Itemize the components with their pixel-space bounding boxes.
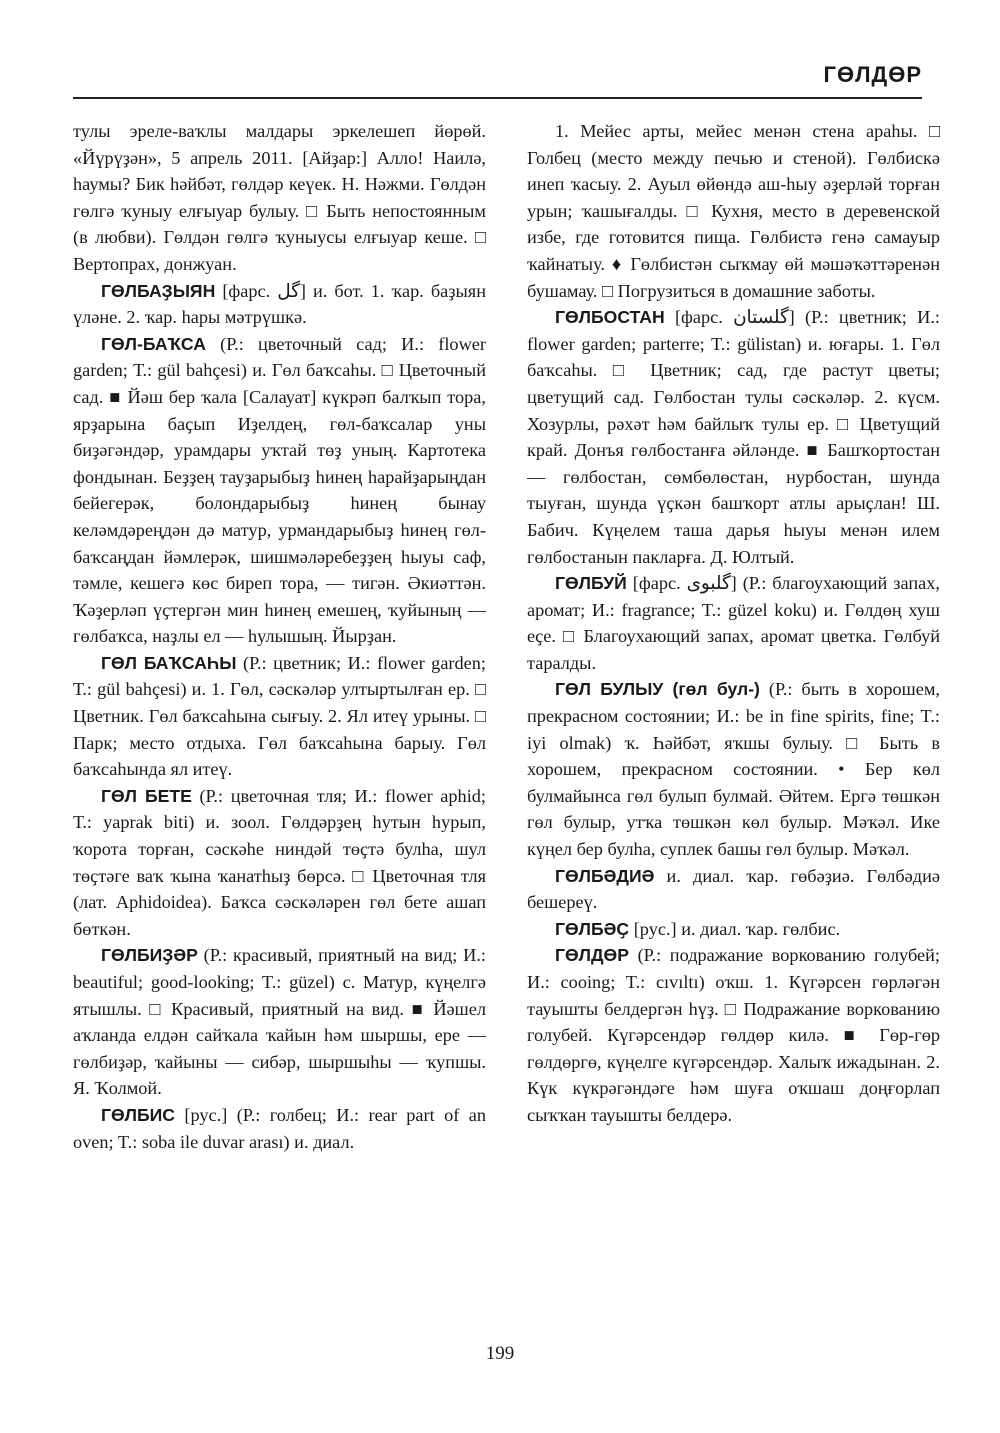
headword: ГӨЛ БАҠСАҺЫ [101,652,237,673]
entry-body: [рус.] (Р.: голбец; И.: rear part of an oven; T.: soba ile duvar arası) и. диал. [73,1104,486,1152]
running-head: ГӨЛДӨР [823,62,922,87]
entry [527,676,940,862]
entry-continuation [73,118,486,278]
entry-body: [фарс. گل] и. бот. 1. ҡар. баҙыян үләне. 2. ҡар. һары мәтрүшкә. [73,280,486,328]
entry [527,942,940,1128]
headword: ГӨЛ БЕТЕ [101,785,192,806]
headword: ГӨЛБАҘЫЯН [101,280,216,301]
entry-body: 1. Мейес арты, мейес менән стена араһы. □ Голбец (место между печью и стеной). Гөлбискә инеп ҡасыу. 2. Ауыл өйөндә аш-һыу әҙерләй торған урын; ҡашығалды. □ Кухня, место в деревенской избе, где готовится пища. Гөлбистә генә самауыр ҡайнатыу. ♦ Гөлбистән сыҡмау өй мәшәҡәттәренән бушамау. □ Погрузиться в домашние заботы. [527,121,940,301]
entry-body: [рус.] и. диал. ҡар. гөлбис. [633,918,841,939]
headword: ГӨЛ БУЛЫУ (гөл бул-) [555,679,760,700]
header-rule [73,97,922,99]
entry-body: тулы эреле-ваҡлы малдары эркелешеп йөрөй. «Йүрүҙән», 5 апрель 2011. [Айҙар:] Алло! Наилә, һаумы? Бик һәйбәт, гөлдәр кеүек. Н. Нәжми. Гөлдән гөлгә ҡуныу елғыуар булыу. □ Быть непостоянным (в любви). Гөлдән гөлгә ҡуныусы елғыуар кеше. □ Вертопрах, донжуан. [73,121,486,274]
page-number: 199 [485,1343,515,1364]
entry [73,783,486,943]
entry [527,570,940,676]
entry [527,304,940,570]
headword: ГӨЛ-БАҠСА [101,333,206,354]
entry-body: и. диал. ҡар. гөбәҙиә. Гөлбәдиә бешереү. [527,865,940,913]
entry-continuation [527,118,940,304]
entry [73,278,486,331]
headword: ГӨЛБУЙ [555,573,627,594]
entry-body: (Р.: цветочная тля; И.: flower aphid; Т.: yaprak biti) и. зоол. Гөлдәрҙең һутын һурып, ҡорота торған, сәскәһе ниндәй төҫтә булһа, шул төҫтәге ваҡ ҡына ҡанатһыҙ бөрсә. □ Цветочная тля (лат. Aphidoidea). Баҡса сәскәләрен гөл бете ашап бөткән. [73,785,486,939]
entry-body: [фарс. گلبوی] (Р.: благоухающий запах, аромат; И.: fragrance; T.: güzel koku) и. Гөлдөң хуш еҫе. □ Благоухающий запах, аромат цветка. Гөлбуй таралды. [527,573,940,673]
entry [73,650,486,783]
headword: ГӨЛБИҘӘР [101,945,198,966]
headword: ГӨЛБӘҪ [555,918,630,939]
right-column [527,118,940,1129]
entry [527,916,940,943]
entry-body: (Р.: цветочный сад; И.: flower garden; Т.: gül bahçesi) и. Гөл баҡсаһы. □ Цветочный сад. ■ Йәш бер ҡала [Салауат] күкрәп балҡып тора, ярҙарына баҫып Иҙелдең, гөл-баҡсалар уны биҙәгәндәр, урамдары уҡтай төҙ уның. Картотека фондынан. Беҙҙең тауҙарыбыҙ һинең һарайҙарыңдан бейегерәк, болондарыбыҙ һинең бынау келәмдәреңдән дә матур, урмандарыбыҙ һинең гөл-баҡсаңдан йәмлерәк, шишмәләребеҙҙең һыуы саф, тәмле, кешегә көс биреп тора, — тигән. Әкиәттән. Ҡәҙерләп үҫтергән мин һинең емешең, ҡуйының — гөлбаҡса, наҙлы ел — һулышың. Йырҙан. [73,333,486,647]
entry [527,863,940,916]
entry [73,331,486,650]
entry-body: (Р.: подражание воркованию голубей; И.: cooing; T.: cıvıltı) оҡш. 1. Күгәрсен гөрләгән тауышты белдергән һүҙ. □ Подражание воркованию голубей. Күгәрсендәр гөлдөр килә. ■ Гөр-гөр гөлдөргө, күңелге күгәрсендәр. Халыҡ ижадынан. 2. Күк күкрәгәндәге һәм шуға оҡшаш доңғорлап сыҡҡан тауышты белдерә. [527,945,940,1125]
entry-body: (Р.: цветник; И.: flower garden; Т.: gül bahçesi) и. 1. Гөл, сәскәләр ултыртылған ер. □ Цветник. Гөл баҡсаһына сығыу. 2. Ял итеү урыны. □ Парк; место отдыха. Гөл баҡсаһына барыу. Гөл баҡсаһында ял итеү. [73,652,486,780]
headword: ГӨЛБОСТАН [555,307,665,328]
headword: ГӨЛДӨР [555,945,629,966]
entry-body: (Р.: красивый, приятный на вид; И.: beautiful; good-looking; T.: güzel) с. Матур, күңелгә ятышлы. □ Красивый, приятный на вид. ■ Йәшел аҡланда елдән сайҡала ҡайын һәм шыршы, ере — гөлбиҙәр, ҡайыны — сибәр, шыршыһы — ҡупшы. Я. Ҡолмой. [73,945,486,1099]
entry [73,1102,486,1155]
headword: ГӨЛБӘДИӘ [555,865,655,886]
headword: ГӨЛБИС [101,1104,176,1125]
left-column [73,118,486,1155]
entry-body: [фарс. گلستان] (Р.: цветник; И.: flower garden; parterre; T.: gülistan) и. юғары. 1. Гөл баҡсаһы. □ Цветник; сад, где растут цветы; цветущий сад. Гөлбостан тулы сәскәләр. 2. күсм. Хозурлы, рәхәт һәм байлыҡ тулы ер. □ Цветущий край. Донъя гөлбостанға әйләнде. ■ Башҡортостан — гөлбостан, сөмбөлөстан, нурбостан, шунда тыуған, шунда үҫкән башҡорт атлы арыҫлан! Ш. Бабич. Күңелем таша дарья һыуы менән илем гөлбостанын пакларға. Д. Юлтый. [527,307,940,567]
entry-body: (Р.: быть в хорошем, прекрасном состоянии; И.: be in fine spirits, fine; T.: iyi olmak) ҡ. Һәйбәт, яҡшы булыу. □ Быть в хорошем, прекрасном состоянии. • Бер көл булмайынса гөл булып булмай. Әйтем. Ергә төшкән гөл булыр, утҡа төшкән көл булыр. Мәҡәл. Ике күңел бер булһа, суплек башы гөл булыр. Мәҡәл. [527,679,940,860]
entry [73,942,486,1102]
